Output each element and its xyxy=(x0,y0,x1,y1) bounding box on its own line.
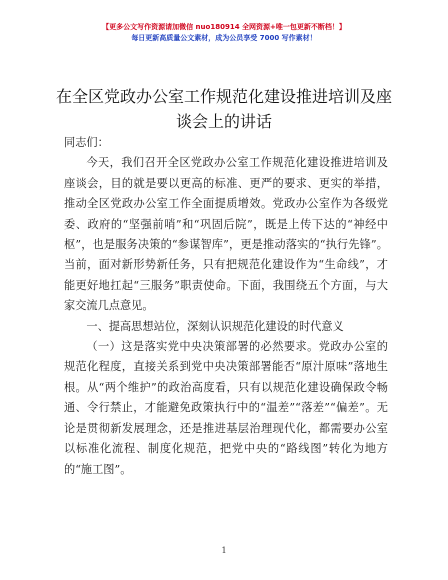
promo-banner xyxy=(0,22,448,44)
section-heading: 一、提高思想站位，深刻认识规范化建设的时代意义 xyxy=(86,319,344,333)
promo-banner-line-1: 【更多公文写作资源请加微信 nuo180914 全网资源+唯一包更新不断档！】 xyxy=(102,23,346,31)
promo-banner-line-2: 每日更新高质量公文素材，成为公员享受 7000 写作素材！ xyxy=(131,34,317,42)
salutation: 同志们： xyxy=(64,136,109,149)
page-number: 1 xyxy=(221,546,227,555)
paragraph: （一）这是落实党中央决策部署的必然要求。党政办公室的规范化程度，直接关系到党中央决策部署能否“原汁原味”落地生根。从“两个维护”的政治高度看，只有以规范化建设确保政令畅通、令行禁止，才能避免政策执行中的“温差”“落差”“偏差”。无论是贯彻新发展理念，还是推进基层治理现代化，都需要办公室以标准化流程、制度化规范，把党中央的“路线图”转化为地方的“施工图”。 xyxy=(64,340,388,476)
document-body xyxy=(64,133,388,480)
document-title: 在全区党政办公室工作规范化建设推进培训及座谈会上的讲话 xyxy=(56,87,393,131)
paragraph: 今天，我们召开全区党政办公室工作规范化建设推进培训及座谈会，目的就是要以更高的标准、更严的要求、更实的举措，推动全区党政办公室工作全面提质增效。党政办公室作为各级党委、政府的“坚强前哨”和“巩固后院”，既是上传下达的“神经中枢”，也是服务决策的“参谋智库”，更是推动落实的“执行先锋”。当前，面对新形势新任务，只有把规范化建设作为“生命线”，才能更好地扛起“三服务”职责使命。下面，我围绕五个方面，与大家交流几点意见。 xyxy=(64,156,388,313)
